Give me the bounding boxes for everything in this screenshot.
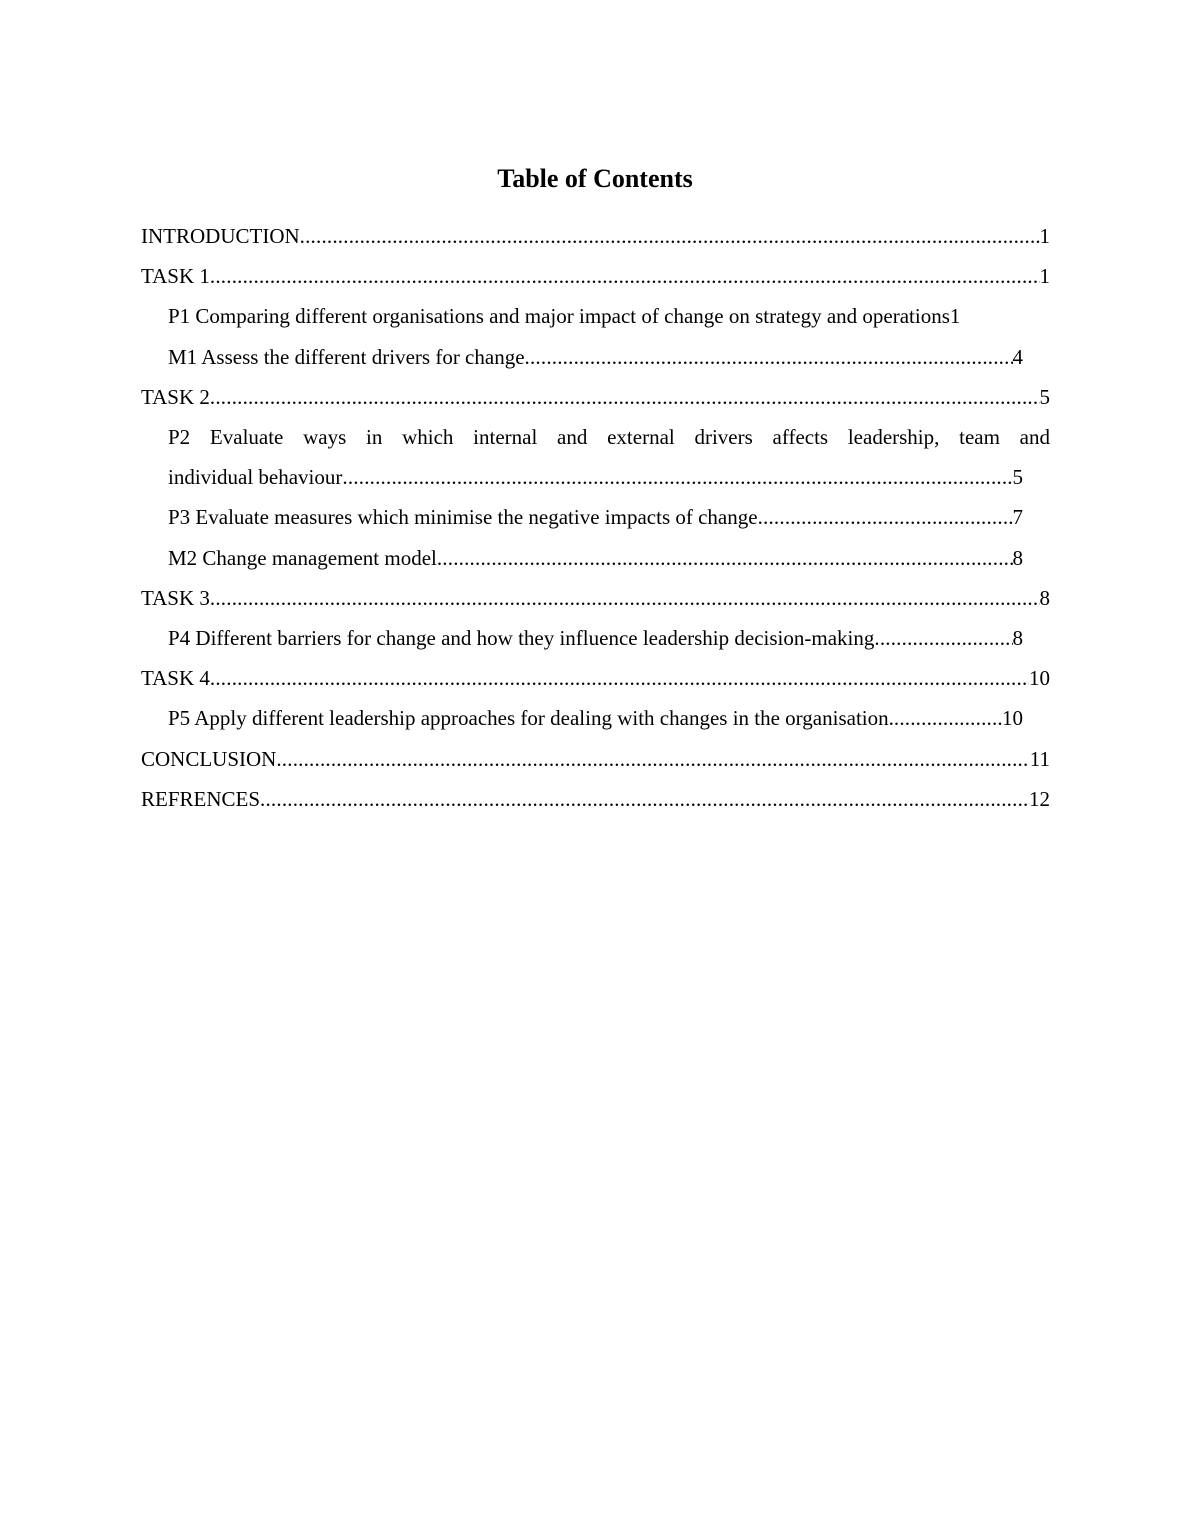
toc-word: P2 [168,425,191,450]
toc-page-number: 8 [1039,585,1050,610]
toc-entry-m1[interactable] [168,337,1023,377]
toc-word: leadership, [847,425,940,450]
toc-title: Table of Contents [497,164,693,193]
toc-leader-dots [437,538,1013,578]
toc-word: internal [473,425,538,450]
toc-leader-dots [874,618,1012,658]
toc-entry-task-2[interactable] [141,377,1050,417]
toc-leader-dots [525,337,1013,377]
toc-leader-dots [300,216,1040,256]
toc-entry-text: TASK 2 [141,384,210,409]
toc-page-number: 8 [1012,626,1023,651]
toc-page-number: 4 [1012,344,1023,369]
toc-entry-text: P3 Evaluate measures which minimise the negative impacts of change [168,505,758,530]
toc-word: which [402,425,454,450]
toc-entry-text-line1 [168,417,1050,457]
toc-page-number: 11 [1029,746,1050,771]
toc-entry-task-3[interactable] [141,578,1050,618]
toc-entry-task-1[interactable] [141,256,1050,296]
toc-entry-text: M2 Change management model [168,545,437,570]
toc-leader-dots [276,739,1029,779]
toc-entry-p1[interactable] [168,296,1050,336]
toc-entry-p2[interactable] [168,417,1050,497]
toc-page-number: 5 [1012,465,1023,490]
toc-entry-text: INTRODUCTION [141,224,300,248]
toc-entry-text: TASK 1 [141,264,210,289]
toc-entry-task-4[interactable] [141,658,1050,698]
toc-page-number: 12 [1029,786,1050,811]
toc-entry-text: P4 Different barriers for change and how they influence leadership decision-making [168,626,875,651]
toc-entry-text: P1 Comparing different organisations and major impact of change on strategy and operations [168,304,950,329]
toc-word: Evaluate [209,425,284,450]
toc-list [141,216,1050,819]
toc-entry-conclusion[interactable] [141,739,1050,779]
toc-entry-p5[interactable] [168,698,1023,738]
toc-leader-dots [210,658,1029,698]
toc-entry-text: TASK 3 [141,585,210,610]
toc-entry-text: P5 Apply different leadership approaches for dealing with changes in the organisation. [168,706,894,731]
toc-entry-text: REFRENCES [141,786,261,811]
toc-page-number: 1 [1039,224,1050,248]
toc-entry-p4[interactable] [168,618,1023,658]
toc-leader-dots [758,497,1013,537]
toc-page-number: 1 [949,304,961,329]
toc-page-number: 8 [1012,545,1023,570]
toc-word: external [607,425,675,450]
toc-word: and [1019,425,1050,450]
toc-word: and [557,425,588,450]
toc-entry-text-line2: individual behaviour [168,465,343,490]
toc-word: team [959,425,1000,450]
toc-word: affects [772,425,829,450]
toc-page-number: 10 [1002,706,1023,731]
toc-leader-dots [210,578,1040,618]
toc-entry-text: CONCLUSION [141,746,277,771]
toc-word: in [366,425,383,450]
toc-leader-dots [894,698,1002,738]
toc-page-number: 5 [1039,384,1050,409]
toc-page-number: 7 [1012,505,1023,530]
toc-entry-text: TASK 4 [141,666,210,691]
toc-word: drivers [694,425,753,450]
toc-entry-m2[interactable] [168,538,1023,578]
toc-leader-dots [210,377,1040,417]
toc-page-number: 1 [1039,264,1050,289]
toc-entry-p3[interactable] [168,497,1023,537]
toc-leader-dots [342,457,1012,497]
toc-entry-introduction[interactable] [141,216,1050,256]
toc-leader-dots [210,256,1040,296]
toc-entry-text: M1 Assess the different drivers for change [168,344,525,369]
toc-entry-references[interactable] [141,779,1050,819]
toc-word: ways [303,425,347,450]
toc-page-number: 10 [1029,666,1050,691]
toc-leader-dots [260,779,1029,819]
